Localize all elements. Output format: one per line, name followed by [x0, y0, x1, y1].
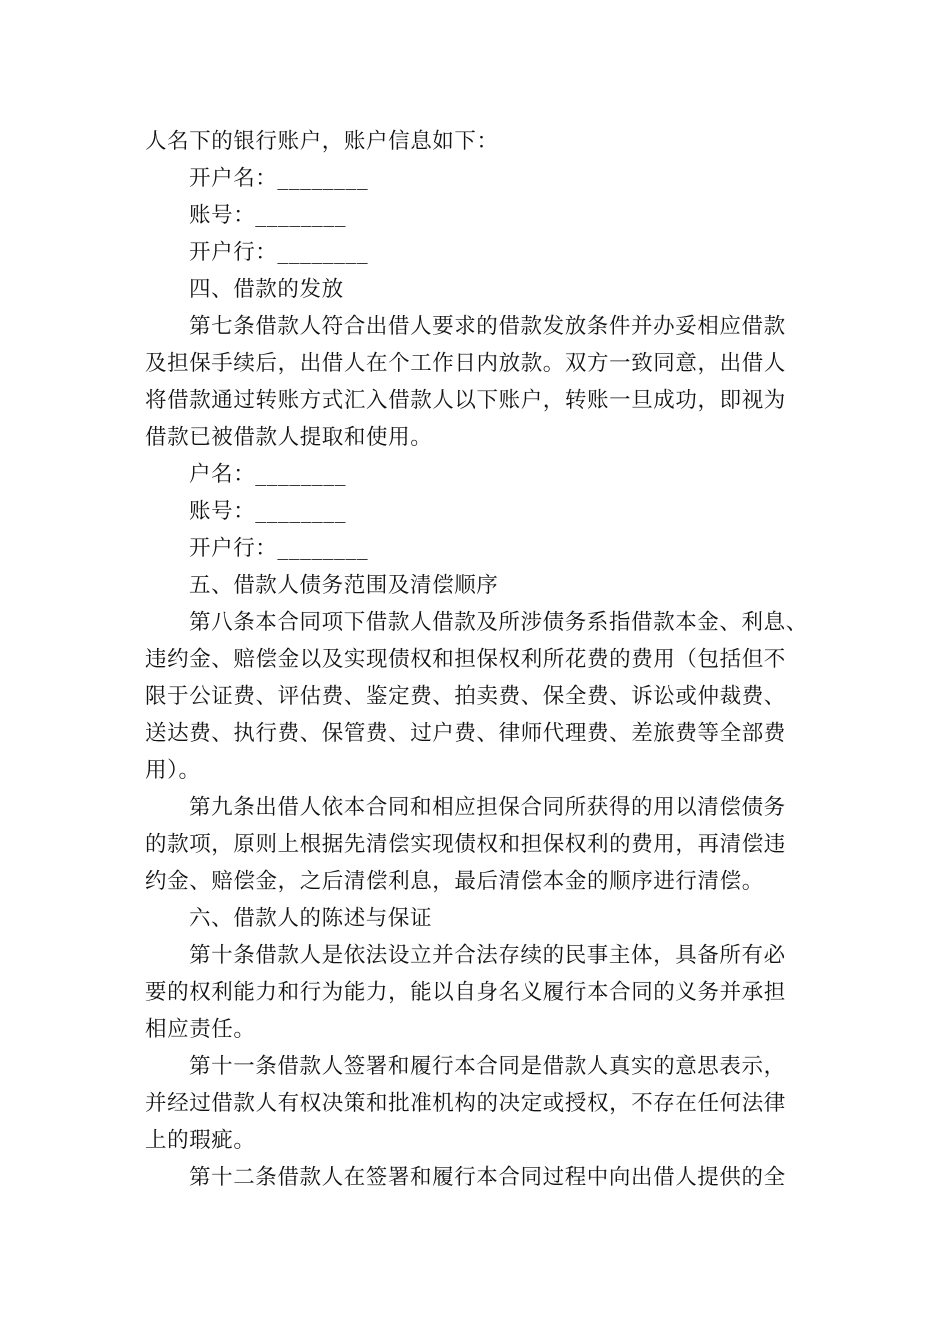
section-heading: 四、借款的发放	[189, 277, 344, 302]
text-line: 约金、赔偿金，之后清偿利息，最后清偿本金的顺序进行清偿。	[145, 869, 764, 894]
text-line: 上的瑕疵。	[145, 1128, 256, 1153]
text-line: 的款项，原则上根据先清偿实现债权和担保权利的费用，再清偿违	[145, 832, 786, 857]
text-line: 第七条借款人符合出借人要求的借款发放条件并办妥相应借款	[189, 314, 786, 339]
text-line: 送达费、执行费、保管费、过户费、律师代理费、差旅费等全部费	[145, 721, 786, 746]
section-heading: 六、借款人的陈述与保证	[189, 906, 433, 931]
text-line: 限于公证费、评估费、鉴定费、拍卖费、保全费、诉讼或仲裁费、	[145, 684, 786, 709]
text-line: 将借款通过转账方式汇入借款人以下账户，转账一旦成功，即视为	[145, 388, 786, 413]
text-line: 开户行：________	[189, 536, 369, 561]
text-line: 开户名：________	[189, 166, 369, 191]
document-body	[145, 123, 813, 1196]
text-line: 及担保手续后，出借人在个工作日内放款。双方一致同意，出借人	[145, 351, 786, 376]
text-line: 账号：________	[189, 203, 347, 228]
text-line: 要的权利能力和行为能力，能以自身名义履行本合同的义务并承担	[145, 980, 786, 1005]
text-line: 账号：________	[189, 499, 347, 524]
text-line: 借款已被借款人提取和使用。	[145, 425, 433, 450]
text-line: 开户行：________	[189, 240, 369, 265]
text-line: 人名下的银行账户，账户信息如下：	[145, 129, 499, 154]
text-line: 第十二条借款人在签署和履行本合同过程中向出借人提供的全	[189, 1165, 786, 1190]
text-line: 第十条借款人是依法设立并合法存续的民事主体，具备所有必	[189, 943, 786, 968]
text-line: 相应责任。	[145, 1017, 256, 1042]
text-line: 用）。	[145, 758, 201, 783]
section-heading: 五、借款人债务范围及清偿顺序	[189, 573, 499, 598]
text-line: 户名：________	[189, 462, 347, 487]
text-line: 第九条出借人依本合同和相应担保合同所获得的用以清偿债务	[189, 795, 786, 820]
text-line: 第八条本合同项下借款人借款及所涉债务系指借款本金、利息、	[189, 610, 808, 635]
text-line: 并经过借款人有权决策和批准机构的决定或授权，不存在任何法律	[145, 1091, 786, 1116]
text-line: 违约金、赔偿金以及实现债权和担保权利所花费的费用（包括但不	[145, 647, 786, 672]
text-line: 第十一条借款人签署和履行本合同是借款人真实的意思表示，	[189, 1054, 786, 1079]
